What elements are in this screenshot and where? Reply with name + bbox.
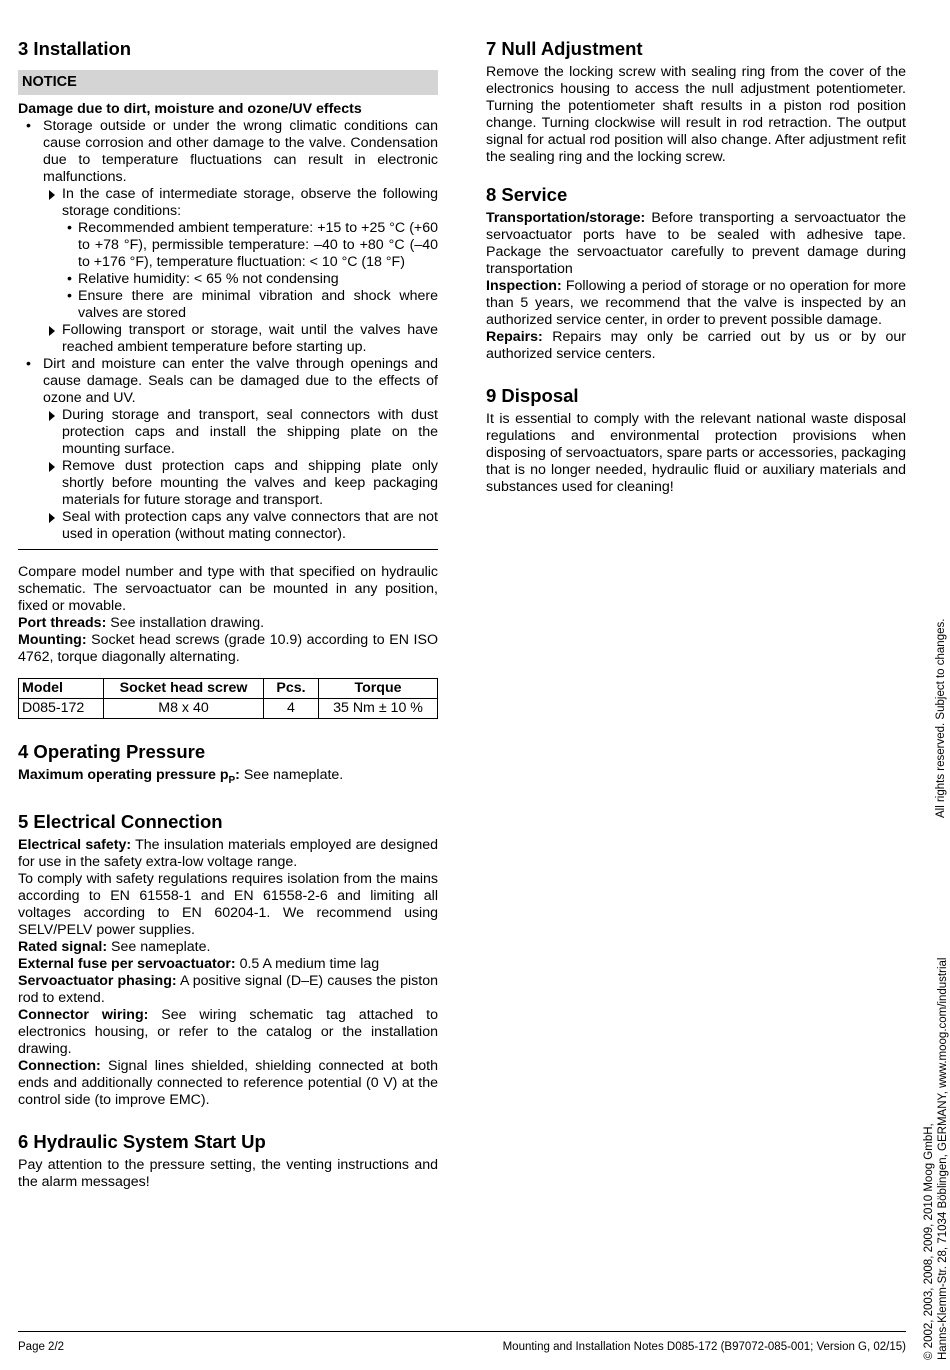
table-header: Socket head screw [104, 679, 264, 699]
pressure-text: Maximum operating pressure $p_P$: See nameplate. [18, 767, 344, 786]
list-item: Remove dust protection caps and shipping plate only shortly before mounting the valves and keep packaging materials for future storage and transport. [18, 458, 438, 509]
connector-wiring: Connector wiring: See wiring schematic tag attached to electronics housing, or refer to the catalog or the installation drawing. [18, 1006, 438, 1057]
table-header: Pcs. [264, 679, 319, 699]
arrow-right-icon [49, 190, 55, 200]
list-item: Seal with protection caps any valve connectors that are not used in operation (without mating connector). [18, 509, 438, 543]
bullet-icon: • [67, 271, 72, 287]
rights-text: All rights reserved. Subject to changes. [935, 618, 947, 818]
table-cell: M8 x 40 [104, 699, 264, 719]
table-row [19, 699, 438, 719]
list-item: • Relative humidity: < 65 % not condensing [67, 271, 339, 287]
null-adjustment-heading: 7 Null Adjustment [486, 38, 643, 59]
rated-signal: Rated signal: See nameplate. [18, 938, 211, 955]
list-item: In the case of intermediate storage, observe the following storage conditions: [18, 186, 438, 220]
electrical-heading: 5 Electrical Connection [18, 810, 223, 832]
electrical-safety: Electrical safety: The insulation materials employed are designed for use in the safety extra-low voltage range. [18, 836, 438, 870]
comply-text: To comply with safety regulations requires isolation from the mains according to EN 61558-1 and EN 61558-2-6 and limiting all voltages according to EN 60204-1. We recommend using SELV/PELV power supplies. [18, 870, 438, 938]
bullet-icon: • [26, 118, 31, 134]
port-threads: Port threads: See installation drawing. [18, 615, 265, 631]
table-header-row [19, 679, 438, 699]
arrow-right-icon [49, 411, 55, 421]
disposal-text: It is essential to comply with the relevant national waste disposal regulations and environmental protection provisions when disposing of servoactuators, spare parts or accessories, packaging that is no longer needed, hydraulic fluid or auxiliary materials and substances used for cleaning! [486, 411, 906, 495]
bullet-icon: • [26, 356, 31, 372]
list-item: Following transport or storage, wait until the valves have reached ambient temperature before starting up. [18, 322, 438, 356]
bullet-icon: • [67, 220, 72, 236]
pressure-heading: 4 Operating Pressure [18, 741, 206, 762]
notice-divider [18, 549, 438, 550]
document-reference: Mounting and Installation Notes D085-172 (B97072-085-001; Version G, 02/15) [502, 1341, 906, 1353]
repairs: Repairs: Repairs may only be carried out by us or by our authorized service centers. [486, 329, 906, 362]
disposal-heading: 9 Disposal [486, 385, 579, 406]
list-item: • Dirt and moisture can enter the valve through openings and cause damage. Seals can be damaged due to the effects of ozone and UV. [26, 356, 438, 406]
transport-storage: Transportation/storage: Before transporting a servoactuator the servoactuator ports have to be sealed with adhesive tape. Package the servoactuator carefully to prevent damage during transportation [486, 210, 906, 277]
list-item: • Recommended ambient temperature: +15 to +25 °C (+60 to +78 °F), permissible temperature: –40 to +80 °C (–40 to +176 °F), temperature fluctuation: < 10 °C (18 °F) [67, 220, 438, 270]
table-header: Torque [319, 679, 438, 699]
inspection: Inspection: Following a period of storage or no operation for more than 5 years, we recommend that the valve is inspected by an authorized service center, in order to prevent possible damage. [486, 278, 906, 328]
service-heading: 8 Service [486, 184, 568, 205]
copyright-line-2: Hanns-Klemm-Str. 28, 71034 Böblingen, GERMANY, www.moog.com/industrial [937, 957, 949, 1360]
left-column [18, 38, 438, 1191]
table-header: Model [19, 679, 104, 699]
footer-divider [18, 1331, 906, 1332]
notice-label: NOTICE [18, 70, 438, 95]
list-item: • Storage outside or under the wrong climatic conditions can cause corrosion and other damage to the valve. Condensation due to temperature fluctuations can result in electronic malfunctions. [26, 118, 438, 185]
compare-text: Compare model number and type with that specified on hydraulic schematic. The servoactuator can be mounted in any position, fixed or movable. [18, 564, 438, 614]
table-cell: D085-172 [19, 699, 104, 719]
external-fuse: External fuse per servoactuator: 0.5 A medium time lag [18, 955, 380, 972]
bullet-icon: • [67, 288, 72, 304]
null-adjustment-text: Remove the locking screw with sealing ring from the cover of the electronics housing to access the null adjustment potentiometer. Turning the potentiometer shaft results in a piston rod position change. Turning clockwise will result in rod retraction. The output signal for actual rod position will also change. After adjustment refit the sealing ring and the locking screw. [486, 64, 906, 165]
copyright-line-1: © 2002, 2003, 2008, 2009, 2010 Moog GmbH, [923, 1123, 935, 1360]
list-item: During storage and transport, seal connectors with dust protection caps and install the shipping plate on the mounting surface. [18, 407, 438, 458]
table-cell: 4 [264, 699, 319, 719]
connection: Connection: Signal lines shielded, shielding connected at both ends and additionally connected to reference potential (0 V) at the control side (to improve EMC). [18, 1057, 438, 1108]
arrow-right-icon [49, 513, 55, 523]
list-item: • Ensure there are minimal vibration and shock where valves are stored [67, 288, 438, 321]
mounting: Mounting: Socket head screws (grade 10.9) according to EN ISO 4762, torque diagonally alternating. [18, 632, 438, 665]
notice-title: Damage due to dirt, moisture and ozone/UV effects [18, 101, 362, 117]
startup-text: Pay attention to the pressure setting, the venting instructions and the alarm messages! [18, 1156, 438, 1190]
mounting-table [18, 678, 438, 719]
table-cell: 35 Nm ± 10 % [319, 699, 438, 719]
page-number: Page 2/2 [18, 1341, 65, 1353]
installation-heading: 3 Installation [18, 38, 132, 59]
arrow-right-icon [49, 326, 55, 336]
right-column [486, 38, 906, 496]
phasing: Servoactuator phasing: A positive signal (D–E) causes the piston rod to extend. [18, 972, 438, 1006]
arrow-right-icon [49, 462, 55, 472]
startup-heading: 6 Hydraulic System Start Up [18, 1130, 266, 1152]
